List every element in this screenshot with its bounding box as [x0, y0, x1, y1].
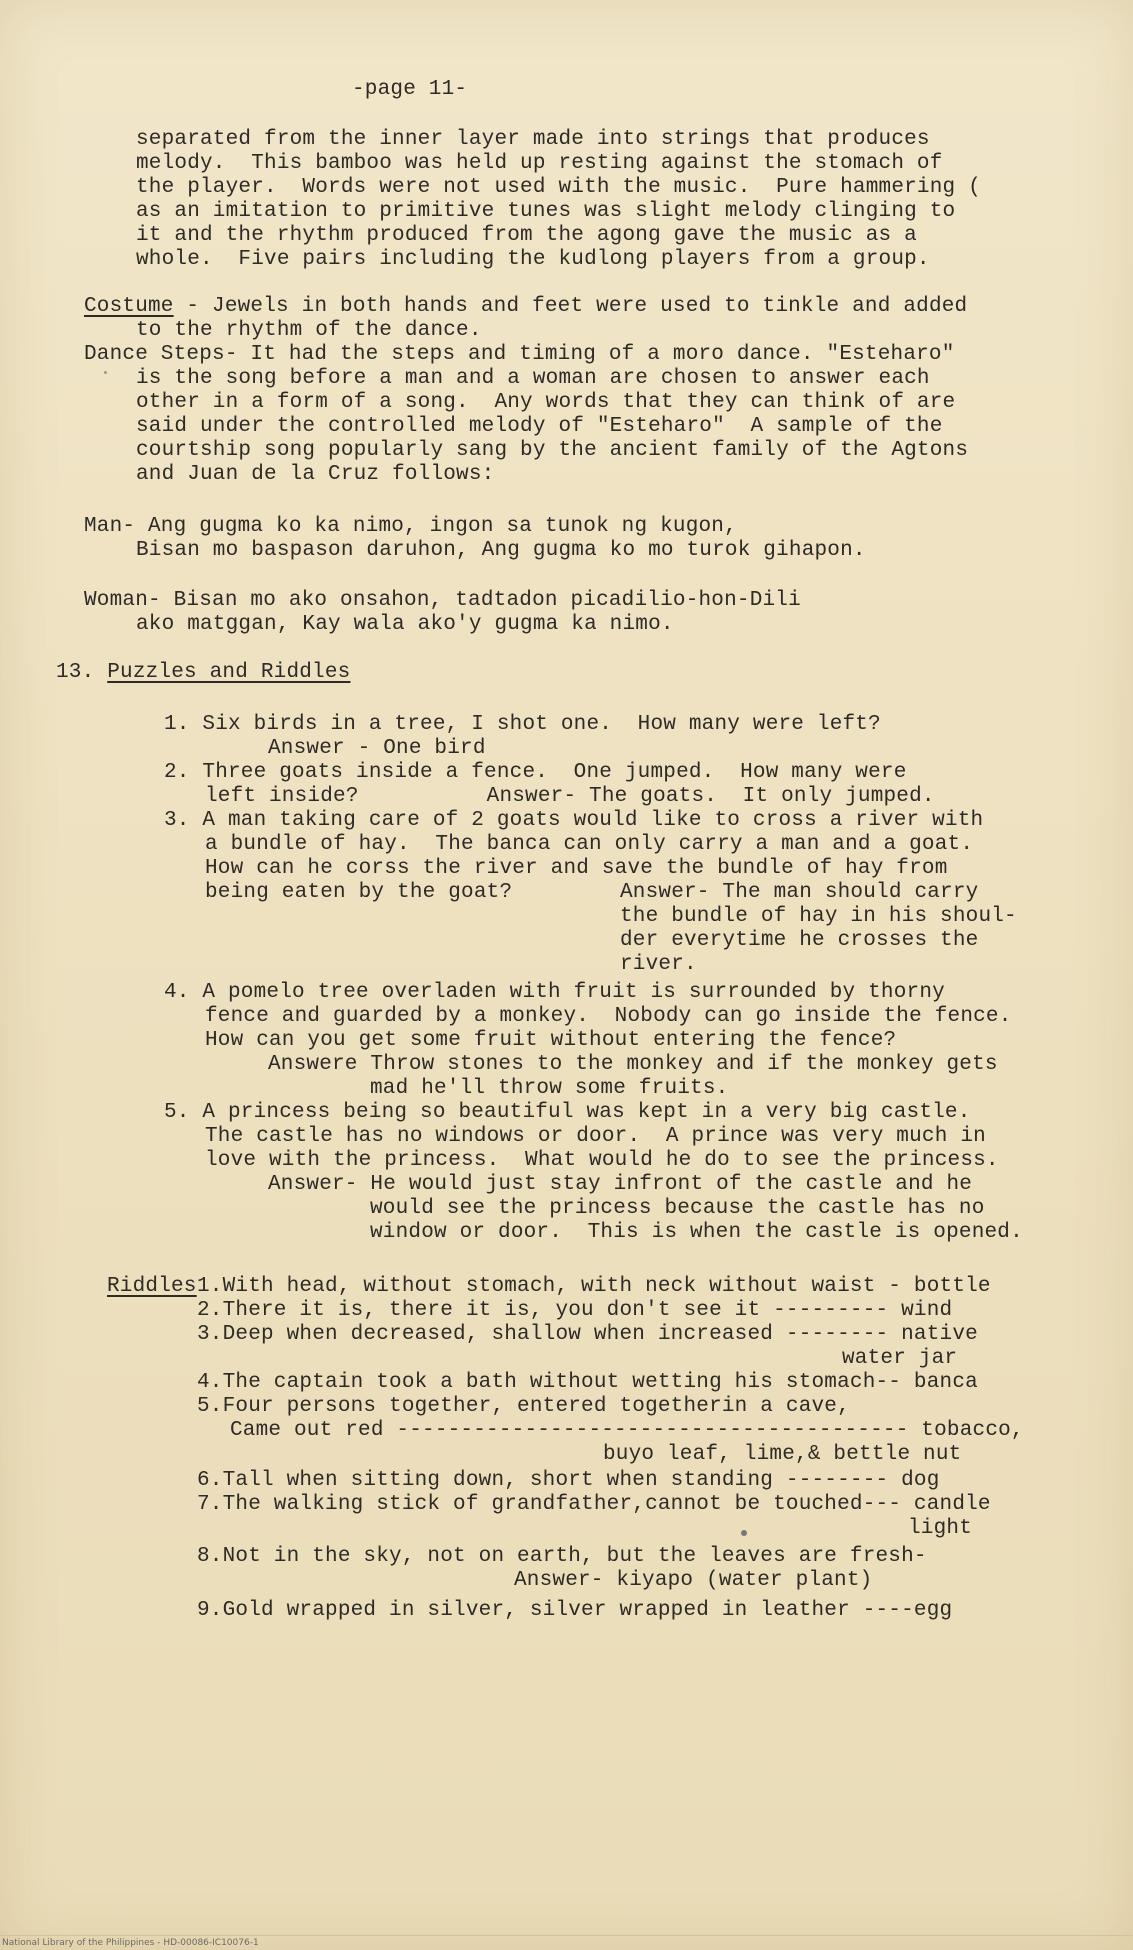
- puzzle-answer: Answere Throw stones to the monkey and if the monkey gets: [268, 1053, 998, 1076]
- puzzle-line: being eaten by the goat?: [205, 881, 513, 904]
- riddle-line: 7.The walking stick of grandfather,cannot be touched--- candle: [197, 1493, 991, 1516]
- puzzle-answer: mad he'll throw some fruits.: [370, 1077, 729, 1100]
- puzzle-line: 2. Three goats inside a fence. One jumped. How many were: [164, 761, 907, 784]
- riddle-line: 1.With head, without stomach, with neck without waist - bottle: [197, 1275, 991, 1298]
- riddle-line: 5.Four persons together, entered togetherin a cave,: [197, 1395, 850, 1418]
- riddle-line: 6.Tall when sitting down, short when standing -------- dog: [197, 1469, 940, 1492]
- riddle-line: 4.The captain took a bath without wetting his stomach-- banca: [197, 1371, 978, 1394]
- riddle-line: 8.Not in the sky, not on earth, but the leaves are fresh-: [197, 1545, 927, 1568]
- costume-text: - Jewels in both hands and feet were used to tinkle and added: [173, 295, 968, 318]
- riddle-answer: buyo leaf, lime,& bettle nut: [603, 1443, 962, 1466]
- section-number: 13.: [56, 661, 95, 684]
- puzzle-answer: Answer- The man should carry: [620, 881, 979, 904]
- song-man-line: Man- Ang gugma ko ka nimo, ingon sa tunok ng kugon,: [84, 515, 737, 538]
- intro-line: as an imitation to primitive tunes was slight melody clinging to: [136, 200, 956, 223]
- paper-speck: [104, 371, 107, 374]
- dance-steps-line: other in a form of a song. Any words that they can think of are: [136, 391, 956, 414]
- puzzle-line: 3. A man taking care of 2 goats would like to cross a river with: [164, 809, 984, 832]
- puzzle-answer: der everytime he crosses the: [620, 929, 979, 952]
- puzzle-answer: window or door. This is when the castle is opened.: [370, 1221, 1023, 1244]
- puzzle-line: 5. A princess being so beautiful was kept in a very big castle.: [164, 1101, 971, 1124]
- riddle-line: 9.Gold wrapped in silver, silver wrapped in leather ----egg: [197, 1599, 953, 1622]
- puzzle-line: a bundle of hay. The banca can only carry a man and a goat.: [205, 833, 974, 856]
- puzzle-answer: the bundle of hay in his shoul-: [620, 905, 1017, 928]
- puzzle-line: 1. Six birds in a tree, I shot one. How many were left?: [164, 713, 881, 736]
- footer-watermark: National Library of the Philippines - HD-00086-IC10076-1: [2, 1938, 259, 1948]
- intro-line: melody. This bamboo was held up resting against the stomach of: [136, 152, 943, 175]
- puzzle-answer: river.: [620, 953, 697, 976]
- song-man-line: Bisan mo baspason daruhon, Ang gugma ko mo turok gihapon.: [136, 539, 866, 562]
- costume-label: Costume: [84, 295, 174, 318]
- riddle-line: Came out red ---------------------------------------- tobacco,: [230, 1419, 1024, 1442]
- section-title: Puzzles and Riddles: [107, 661, 351, 684]
- puzzle-line: love with the princess. What would he do to see the princess.: [205, 1149, 999, 1172]
- riddle-answer: light: [908, 1517, 973, 1540]
- puzzle-line: fence and guarded by a monkey. Nobody can go inside the fence.: [205, 1005, 1012, 1028]
- paper-speck: [741, 1530, 747, 1536]
- intro-line: whole. Five pairs including the kudlong players from a group.: [136, 248, 930, 271]
- intro-line: it and the rhythm produced from the agong gave the music as a: [136, 224, 917, 247]
- puzzle-line: How can he corss the river and save the bundle of hay from: [205, 857, 948, 880]
- puzzle-line: 4. A pomelo tree overladen with fruit is surrounded by thorny: [164, 981, 945, 1004]
- costume-line: to the rhythm of the dance.: [136, 319, 482, 342]
- dance-steps-line: is the song before a man and a woman are chosen to answer each: [136, 367, 930, 390]
- song-woman-line: Woman- Bisan mo ako onsahon, tadtadon picadilio-hon-Dili: [84, 589, 801, 612]
- costume-paragraph: [84, 295, 967, 319]
- puzzle-line: left inside? Answer- The goats. It only jumped.: [205, 785, 935, 808]
- riddle-line: 2.There it is, there it is, you don't see it --------- wind: [197, 1299, 953, 1322]
- puzzle-line: The castle has no windows or door. A prince was very much in: [205, 1125, 986, 1148]
- intro-line: the player. Words were not used with the music. Pure hammering (: [136, 176, 981, 199]
- riddles-label-text: Riddles: [107, 1275, 197, 1298]
- song-woman-line: ako matggan, Kay wala ako'y gugma ka nimo.: [136, 613, 674, 636]
- puzzle-answer: Answer - One bird: [268, 737, 486, 760]
- puzzle-line: How can you get some fruit without entering the fence?: [205, 1029, 897, 1052]
- dance-steps-line: Dance Steps- It had the steps and timing of a moro dance. "Esteharo": [84, 343, 955, 366]
- dance-steps-line: and Juan de la Cruz follows:: [136, 463, 495, 486]
- footer-rule: [0, 1935, 1133, 1936]
- puzzle-answer: Answer- He would just stay infront of the castle and he: [268, 1173, 973, 1196]
- riddle-line: 3.Deep when decreased, shallow when increased -------- native: [197, 1323, 978, 1346]
- puzzle-answer: would see the princess because the castle has no: [370, 1197, 985, 1220]
- page-header: -page 11-: [352, 78, 468, 101]
- section-heading: [56, 661, 350, 685]
- intro-line: separated from the inner layer made into strings that produces: [136, 128, 930, 151]
- dance-steps-line: said under the controlled melody of "Esteharo" A sample of the: [136, 415, 943, 438]
- riddles-label: [107, 1275, 197, 1299]
- riddle-answer: water jar: [842, 1347, 958, 1370]
- riddle-answer: Answer- kiyapo (water plant): [514, 1569, 873, 1592]
- dance-steps-line: courtship song popularly sang by the ancient family of the Agtons: [136, 439, 969, 462]
